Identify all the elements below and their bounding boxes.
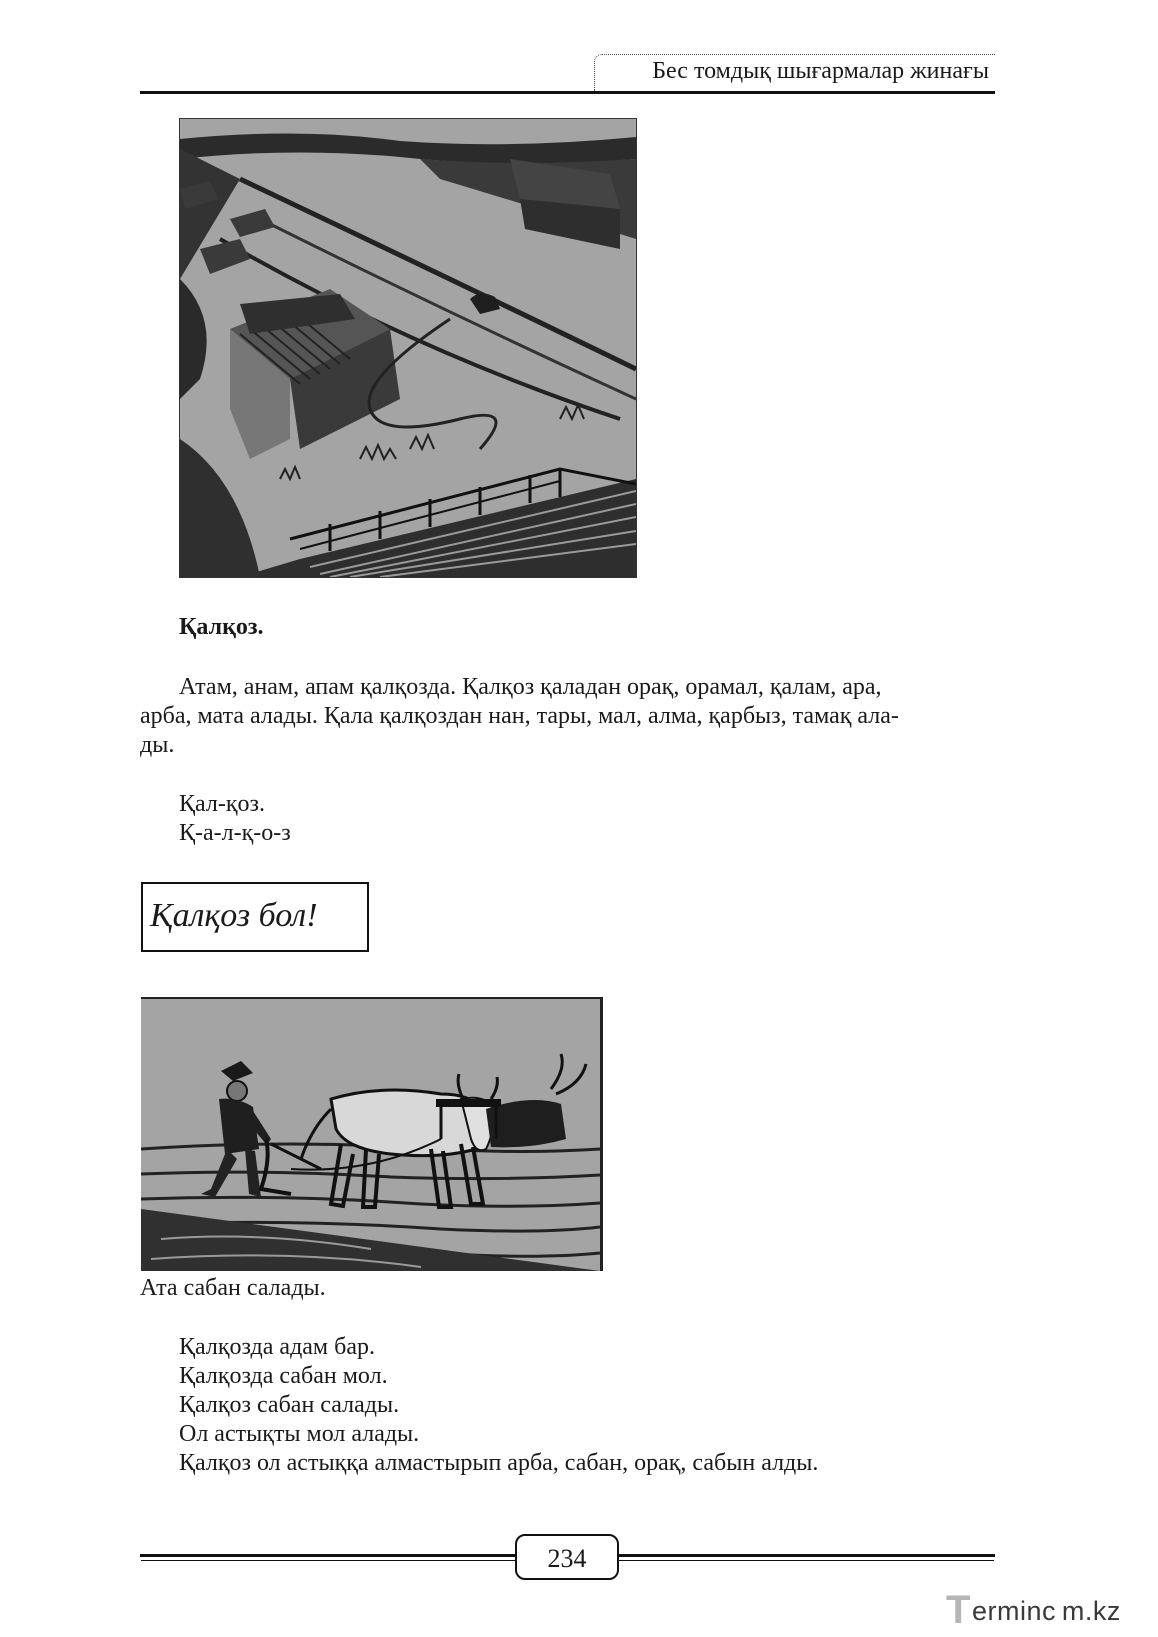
boxed-phrase xyxy=(141,882,369,952)
watermark-logo xyxy=(946,1588,1154,1632)
page-number: 234 xyxy=(547,1544,587,1573)
footer-rule-left xyxy=(140,1554,518,1557)
page-number-badge xyxy=(515,1534,619,1580)
illustration-caption: Ата сабан салады. xyxy=(140,1275,326,1301)
paragraph-line-1: Атам, анам, апам қалқозда. Қалқоз қаладан орақ, орамал, қалам, ара, xyxy=(179,674,882,700)
paragraph-line-3: ды. xyxy=(140,732,175,758)
boxed-phrase-text: Қалқоз бол! xyxy=(150,897,318,934)
sentence-line: Қалқозда сабан мол. xyxy=(179,1363,388,1389)
header-rule xyxy=(140,91,995,94)
village-landscape-illustration xyxy=(179,118,637,578)
page-footer xyxy=(140,1532,995,1582)
letters-line: Қ-а-л-қ-о-з xyxy=(179,820,291,846)
syllables-line: Қал-қоз. xyxy=(179,791,265,817)
sentence-line: Қалқозда адам бар. xyxy=(179,1334,375,1360)
running-title: Бес томдық шығармалар жинағы xyxy=(652,58,989,84)
section-heading: Қалқоз. xyxy=(179,614,264,640)
sentence-line: Ол астықты мол алады. xyxy=(179,1421,420,1447)
footer-rule-right xyxy=(618,1554,995,1557)
watermark-t: T xyxy=(946,1588,971,1632)
running-header xyxy=(140,54,995,94)
ploughing-with-oxen-illustration xyxy=(141,997,603,1271)
paragraph-line-2: арба, мата алады. Қала қалқоздан нан, тары, мал, алма, қарбыз, тамақ ала- xyxy=(140,703,899,729)
sentence-line: Қалқоз ол астыққа алмастырып арба, сабан, орақ, сабын алды. xyxy=(179,1450,819,1476)
watermark-text: erminc m.kz xyxy=(972,1596,1121,1626)
sentence-line: Қалқоз сабан салады. xyxy=(179,1392,400,1418)
